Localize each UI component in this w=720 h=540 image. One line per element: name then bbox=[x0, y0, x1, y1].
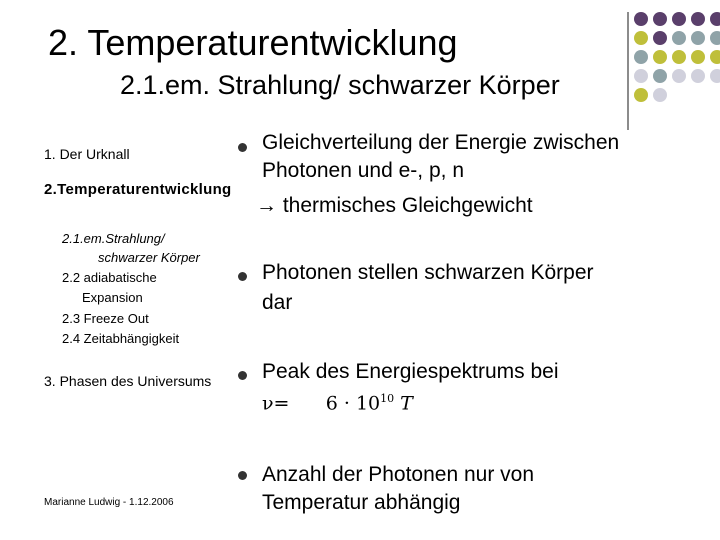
nav-subitem-adiabatisch-cont[interactable]: Expansion bbox=[82, 290, 143, 305]
decorative-dot bbox=[710, 12, 720, 26]
decorative-dot bbox=[691, 31, 705, 45]
nav-subitem-zeitabhaengigkeit[interactable]: 2.4 Zeitabhängigkeit bbox=[62, 331, 180, 346]
formula-exponent: 10 bbox=[380, 392, 395, 405]
decorative-dot bbox=[691, 12, 705, 26]
decorative-dot bbox=[672, 31, 686, 45]
decorative-dot bbox=[710, 69, 720, 83]
bullet-2-line-1: Photonen stellen schwarzen Körper bbox=[262, 261, 594, 284]
decorative-dot bbox=[653, 50, 667, 64]
bullet-marker bbox=[238, 371, 247, 380]
formula-nu: ν= bbox=[262, 392, 290, 415]
decorative-dot bbox=[653, 12, 667, 26]
decorative-dot bbox=[634, 69, 648, 83]
decorative-dot bbox=[691, 50, 705, 64]
decorative-dot bbox=[634, 88, 648, 102]
bullet-4-line-2: Temperatur abhängig bbox=[262, 491, 461, 514]
bullet-3-formula bbox=[262, 392, 413, 414]
decorative-dot bbox=[691, 69, 705, 83]
nav-subitem-strahlung-cont[interactable]: schwarzer Körper bbox=[98, 250, 200, 265]
bullet-3-line-1: Peak des Energiespektrums bei bbox=[262, 360, 559, 383]
decorative-dot bbox=[672, 88, 686, 102]
decorative-dot bbox=[634, 50, 648, 64]
bullet-1-line-1: Gleichverteilung der Energie zwischen bbox=[262, 131, 620, 154]
nav-subitem-freeze-out[interactable]: 2.3 Freeze Out bbox=[62, 311, 149, 326]
footer-author-date: Marianne Ludwig - 1.12.2006 bbox=[44, 497, 174, 508]
formula-variable: T bbox=[400, 392, 413, 415]
bullet-2-line-2: dar bbox=[262, 291, 293, 314]
bullet-marker bbox=[238, 471, 247, 480]
decorative-dot bbox=[634, 31, 648, 45]
bullet-marker bbox=[238, 143, 247, 152]
decorative-dot-grid bbox=[634, 12, 720, 102]
nav-item-temperaturentwicklung[interactable]: 2.Temperaturentwicklung bbox=[44, 181, 232, 198]
nav-subitem-strahlung[interactable]: 2.1.em.Strahlung/ bbox=[62, 231, 165, 246]
decorative-dot bbox=[710, 88, 720, 102]
decorative-dot bbox=[653, 69, 667, 83]
decorative-dot bbox=[710, 31, 720, 45]
slide-subtitle: 2.1.em. Strahlung/ schwarzer Körper bbox=[120, 70, 560, 100]
nav-item-phasen[interactable]: 3. Phasen des Universums bbox=[44, 373, 212, 389]
bullet-1-line-3: → thermisches Gleichgewicht bbox=[256, 194, 533, 217]
decorative-dot bbox=[672, 12, 686, 26]
slide-title: 2. Temperaturentwicklung bbox=[48, 22, 458, 63]
decorative-dot bbox=[653, 31, 667, 45]
decorative-dot bbox=[710, 50, 720, 64]
bullet-marker bbox=[238, 272, 247, 281]
decorative-dot bbox=[634, 12, 648, 26]
decorative-dot bbox=[691, 88, 705, 102]
decorative-divider bbox=[627, 12, 629, 130]
nav-subitem-adiabatisch[interactable]: 2.2 adiabatische bbox=[62, 270, 157, 285]
bullet-1-line-2: Photonen und e-, p, n bbox=[262, 159, 464, 182]
nav-item-urknall[interactable]: 1. Der Urknall bbox=[44, 146, 130, 162]
decorative-dot bbox=[672, 50, 686, 64]
bullet-4-line-1: Anzahl der Photonen nur von bbox=[262, 463, 535, 486]
decorative-dot bbox=[653, 88, 667, 102]
decorative-dot bbox=[672, 69, 686, 83]
formula-coefficient: 6 · 10 bbox=[325, 392, 381, 415]
